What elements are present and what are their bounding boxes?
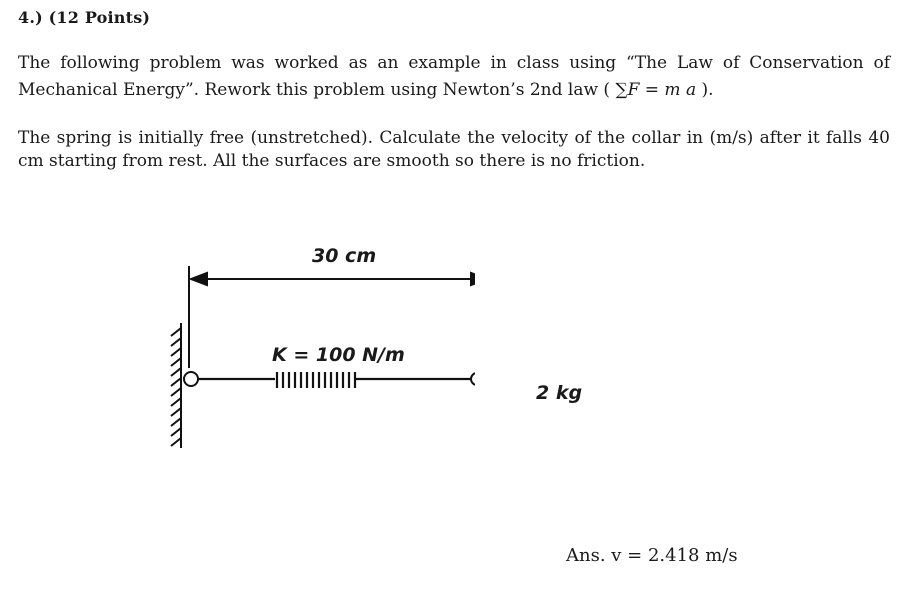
problem-paragraph-1 xyxy=(18,50,890,104)
spring xyxy=(197,372,471,388)
problem-heading: 4.) (12 Points) xyxy=(18,8,151,27)
paragraph-1-text: The following problem was worked as an example in class using “The Law of Conservation of Mechanical Energy”. Rework this problem using Newton’s 2nd law ( xyxy=(18,53,890,100)
problem-paragraph-2: The spring is initially free (unstretched). Calculate the velocity of the collar in (m/s) after it falls 40 cm starting from rest. All the surfaces are smooth so there is no friction. xyxy=(18,128,890,171)
distance-label: 30 cm xyxy=(312,245,377,267)
spring-constant-label: K = 100 N/m xyxy=(272,344,405,366)
newton-formula: ∑F = m a xyxy=(615,80,697,100)
dimension-arrow xyxy=(191,273,475,285)
answer-text: Ans. v = 2.418 m/s xyxy=(566,545,738,566)
paragraph-1-close: ). xyxy=(696,80,714,100)
collar-pin-icon xyxy=(471,373,475,385)
mass-label: 2 kg xyxy=(536,382,583,404)
wall-pin-icon xyxy=(184,372,198,386)
wall-hatching xyxy=(171,323,181,448)
